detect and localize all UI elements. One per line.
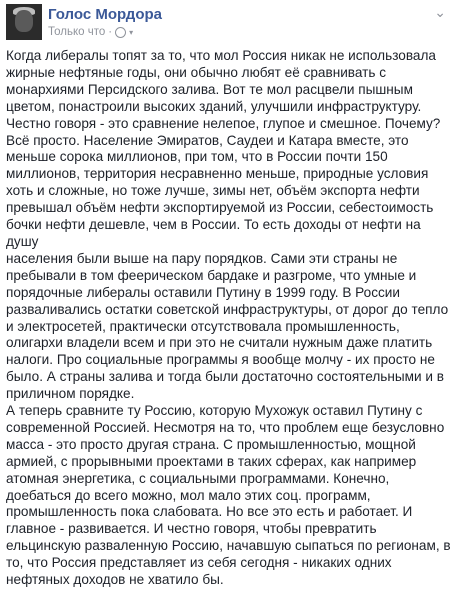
post-body <box>6 48 452 589</box>
avatar[interactable] <box>6 4 42 40</box>
timestamp[interactable]: Только что <box>48 26 106 38</box>
post-text: Когда либералы топят за то, что мол Россия никак не использовала жирные нефтяные годы, они обычно любят её сравнивать с монархиями Персидского залива. Вот те мол расцвели пышным цветом, понастроили высоких зданий, улучшили инфраструктуру. Честно говоря - это сравнение нелепое, глупое и смешное. Почему? Всё просто. Население Эмиратов, Саудеи и Катара вместе, это меньше сорока миллионов, при том, что в России почти 150 миллионов, территория несравненно меньше, природные условия хоть и сложные, но тоже лучше, зимы нет, объём экспорта нефти превышал объём нефти экспортируемой из России, себестоимость бочки нефти дешевле, чем в России. То есть доходы от нефти на душу населения были выше на пару порядков. Сами эти страны не пребывали в том феерическом бардаке и разгроме, что умные и порядочные либералы оставили Путину в 1999 году. В России разваливались остатки советской инфраструктуры, от дорог до тепло и электросетей, практически отсутствовала промышленность, олигархи владели всем и при это не считали нужным даже платить налоги. Про социальные программы я вообще молчу - их просто не было. А страны залива и тогда были достаточно состоятельными и в приличном порядке. А теперь сравните ту Россию, которую Мухожук оставил Путину с современной Россией. Несмотря на то, что проблем еще безусловно масса - это просто другая страна. С промышленностью, мощной армией, с прорывными проектами в таких сферах, как например атомная энергетика, с социальными программами. Конечно, доебаться до всего можно, мол мало этих соц. программ, промышленность пока слабовата. Но все это есть и работает. И главное - развивается. И честно говоря, чтобы превратить ельцинскую разваленную Россию, начавшую сыпаться по регионам, в то, что Россия представляет из себя сегодня - никаких одних нефтяных доходов не хватило бы. <box>6 48 451 588</box>
post-meta <box>48 26 133 38</box>
avatar-face <box>15 10 33 32</box>
author-name[interactable]: Голос Мордора <box>48 6 162 23</box>
chevron-down-icon[interactable]: ⌄ <box>434 4 446 20</box>
privacy-chevron-icon[interactable]: ▾ <box>129 27 134 37</box>
separator-dot: · <box>108 26 113 38</box>
globe-icon <box>115 27 126 38</box>
post-header <box>0 0 456 44</box>
